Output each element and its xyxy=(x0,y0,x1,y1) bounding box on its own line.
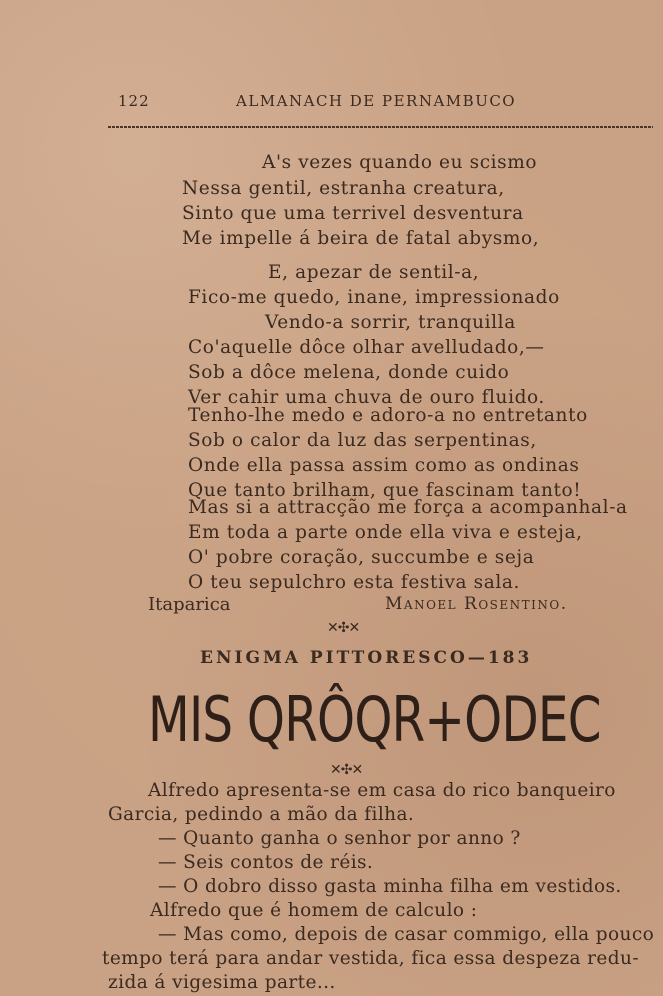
poem-line: O' pobre coração, succumbe e seja xyxy=(188,547,535,568)
poem-line: Fico-me quedo, inane, impressionado xyxy=(188,287,560,308)
poem-place: Itaparica xyxy=(148,594,231,615)
anecdote-line: — Mas como, depois de casar commigo, ella pouco xyxy=(158,924,655,945)
poem-line: Sob a dôce melena, donde cuido xyxy=(188,362,510,383)
page-number: 122 xyxy=(118,92,150,110)
anecdote-line: — Quanto ganha o senhor por anno ? xyxy=(158,828,521,849)
ornament-divider: ✕✣✕ xyxy=(327,620,360,636)
anecdote-line: Alfredo apresenta-se em casa do rico banqueiro xyxy=(148,780,616,801)
poem-line: Sob o calor da luz das serpentinas, xyxy=(188,430,537,451)
poem-line: E, apezar de sentil-a, xyxy=(268,262,480,283)
poem-line: O teu sepulchro esta festiva sala. xyxy=(188,572,521,593)
poem-author: Manoel Rosentino. xyxy=(385,594,568,614)
poem-line: Que tanto brilham, que fascinam tanto! xyxy=(188,480,582,501)
anecdote-line: Garcia, pedindo a mão da filha. xyxy=(108,804,415,825)
poem-line: Co'aquelle dôce olhar avelludado,— xyxy=(188,337,545,358)
anecdote-line: tempo terá para andar vestida, fica essa despeza redu- xyxy=(102,948,639,969)
poem-line: A's vezes quando eu scismo xyxy=(262,152,538,173)
anecdote-line: — Seis contos de réis. xyxy=(158,852,374,873)
poem-line: Me impelle á beira de fatal abysmo, xyxy=(182,228,540,249)
poem-line: Nessa gentil, estranha creatura, xyxy=(182,178,505,199)
anecdote-line: zida á vigesima parte... xyxy=(108,972,336,993)
ornament-divider: ✕✣✕ xyxy=(330,762,363,778)
poem-line: Em toda a parte onde ella viva e esteja, xyxy=(188,522,583,543)
poem-line: Sinto que uma terrivel desventura xyxy=(182,203,524,224)
poem-line: Onde ella passa assim como as ondinas xyxy=(188,455,580,476)
poem-line: Ver cahir uma chuva de ouro fluido. xyxy=(188,387,545,408)
poem-line: Tenho-lhe medo e adoro-a no entretanto xyxy=(188,405,588,426)
anecdote-line: Alfredo que é homem de calculo : xyxy=(150,900,478,921)
poem-line: Vendo-a sorrir, tranquilla xyxy=(265,312,516,333)
header-rule xyxy=(108,126,653,128)
enigma-puzzle: MIS QRÔQR+ODEC xyxy=(148,683,601,756)
anecdote-line: — O dobro disso gasta minha filha em vestidos. xyxy=(158,876,622,897)
poem-line: Mas si a attracção me força a acompanhal-a xyxy=(188,497,628,518)
enigma-title: ENIGMA PITTORESCO—183 xyxy=(200,648,533,668)
running-title: ALMANACH DE PERNAMBUCO xyxy=(236,92,517,110)
